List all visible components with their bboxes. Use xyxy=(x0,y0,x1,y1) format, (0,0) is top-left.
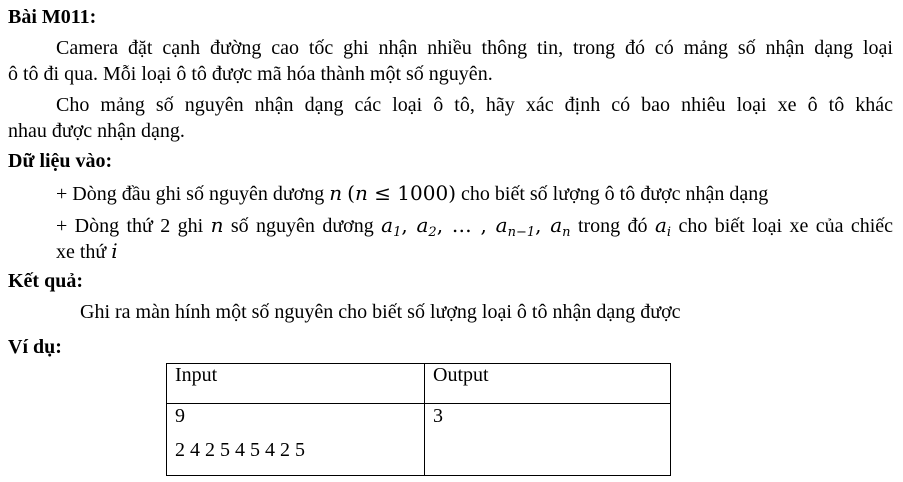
example-header-row xyxy=(167,364,671,404)
input-line-1-suffix: cho biết số lượng ô tô được nhận dạng xyxy=(461,183,769,205)
input-line-1 xyxy=(56,181,768,206)
output-value-line-1: 3 xyxy=(433,405,443,427)
input-line-2 xyxy=(56,213,893,238)
intro-paragraph-1-line-1: Camera đặt cạnh đường cao tốc ghi nhận nhiều thông tin, trong đó có mảng số nhận dạng loại xyxy=(56,37,893,59)
input-value-line-1: 9 xyxy=(175,405,185,427)
example-table xyxy=(166,363,671,476)
input-line-1-prefix: + Dòng đầu ghi số nguyên dương xyxy=(56,183,325,205)
header-output: Output xyxy=(425,364,671,404)
var-n: n xyxy=(329,181,343,205)
output-heading: Kết quả: xyxy=(8,270,83,292)
input-line-2-suffix: cho biết loại xe của chiếc xyxy=(678,215,894,237)
input-line-2-prefix: + Dòng thứ 2 ghi xyxy=(56,215,204,237)
input-line-2-mid: số nguyên dương xyxy=(230,215,374,237)
intro-paragraph-2-line-2: nhau được nhận dạng. xyxy=(8,120,185,142)
output-line-1: Ghi ra màn hính một số nguyên cho biết số lượng loại ô tô nhận dạng được xyxy=(80,301,681,323)
input-line-3 xyxy=(56,239,118,264)
var-ai: $a_i$ xyxy=(654,213,672,240)
input-heading: Dữ liệu vào: xyxy=(8,150,113,172)
intro-paragraph-2-line-1: Cho mảng số nguyên nhận dạng các loại ô tô, hãy xác định có bao nhiêu loại xe ô tô khác xyxy=(56,94,893,116)
sequence-formula: $a_1$, $a_2$, … , $a_{n-1}$, $a_n$ xyxy=(381,213,571,240)
intro-paragraph-1-line-2: ô tô đi qua. Mỗi loại ô tô được mã hóa thành một số nguyên. xyxy=(8,63,493,85)
example-data-row xyxy=(167,404,671,476)
input-line-3-prefix: xe thứ xyxy=(56,241,107,263)
input-cell xyxy=(167,404,425,476)
problem-title: Bài M011: xyxy=(8,6,97,28)
header-input: Input xyxy=(167,364,425,404)
input-line-2-mid2: trong đó xyxy=(577,215,648,237)
var-i: i xyxy=(111,239,118,263)
input-value-line-2: 2 4 2 5 4 5 4 2 5 xyxy=(175,439,305,461)
var-n-2: n xyxy=(210,213,224,237)
example-heading: Ví dụ: xyxy=(8,336,62,358)
constraint: (n ≤ 1000) xyxy=(347,181,457,205)
output-cell xyxy=(425,404,671,476)
var-n-constraint: n xyxy=(354,181,368,205)
constraint-op: ≤ 1000 xyxy=(374,181,449,205)
